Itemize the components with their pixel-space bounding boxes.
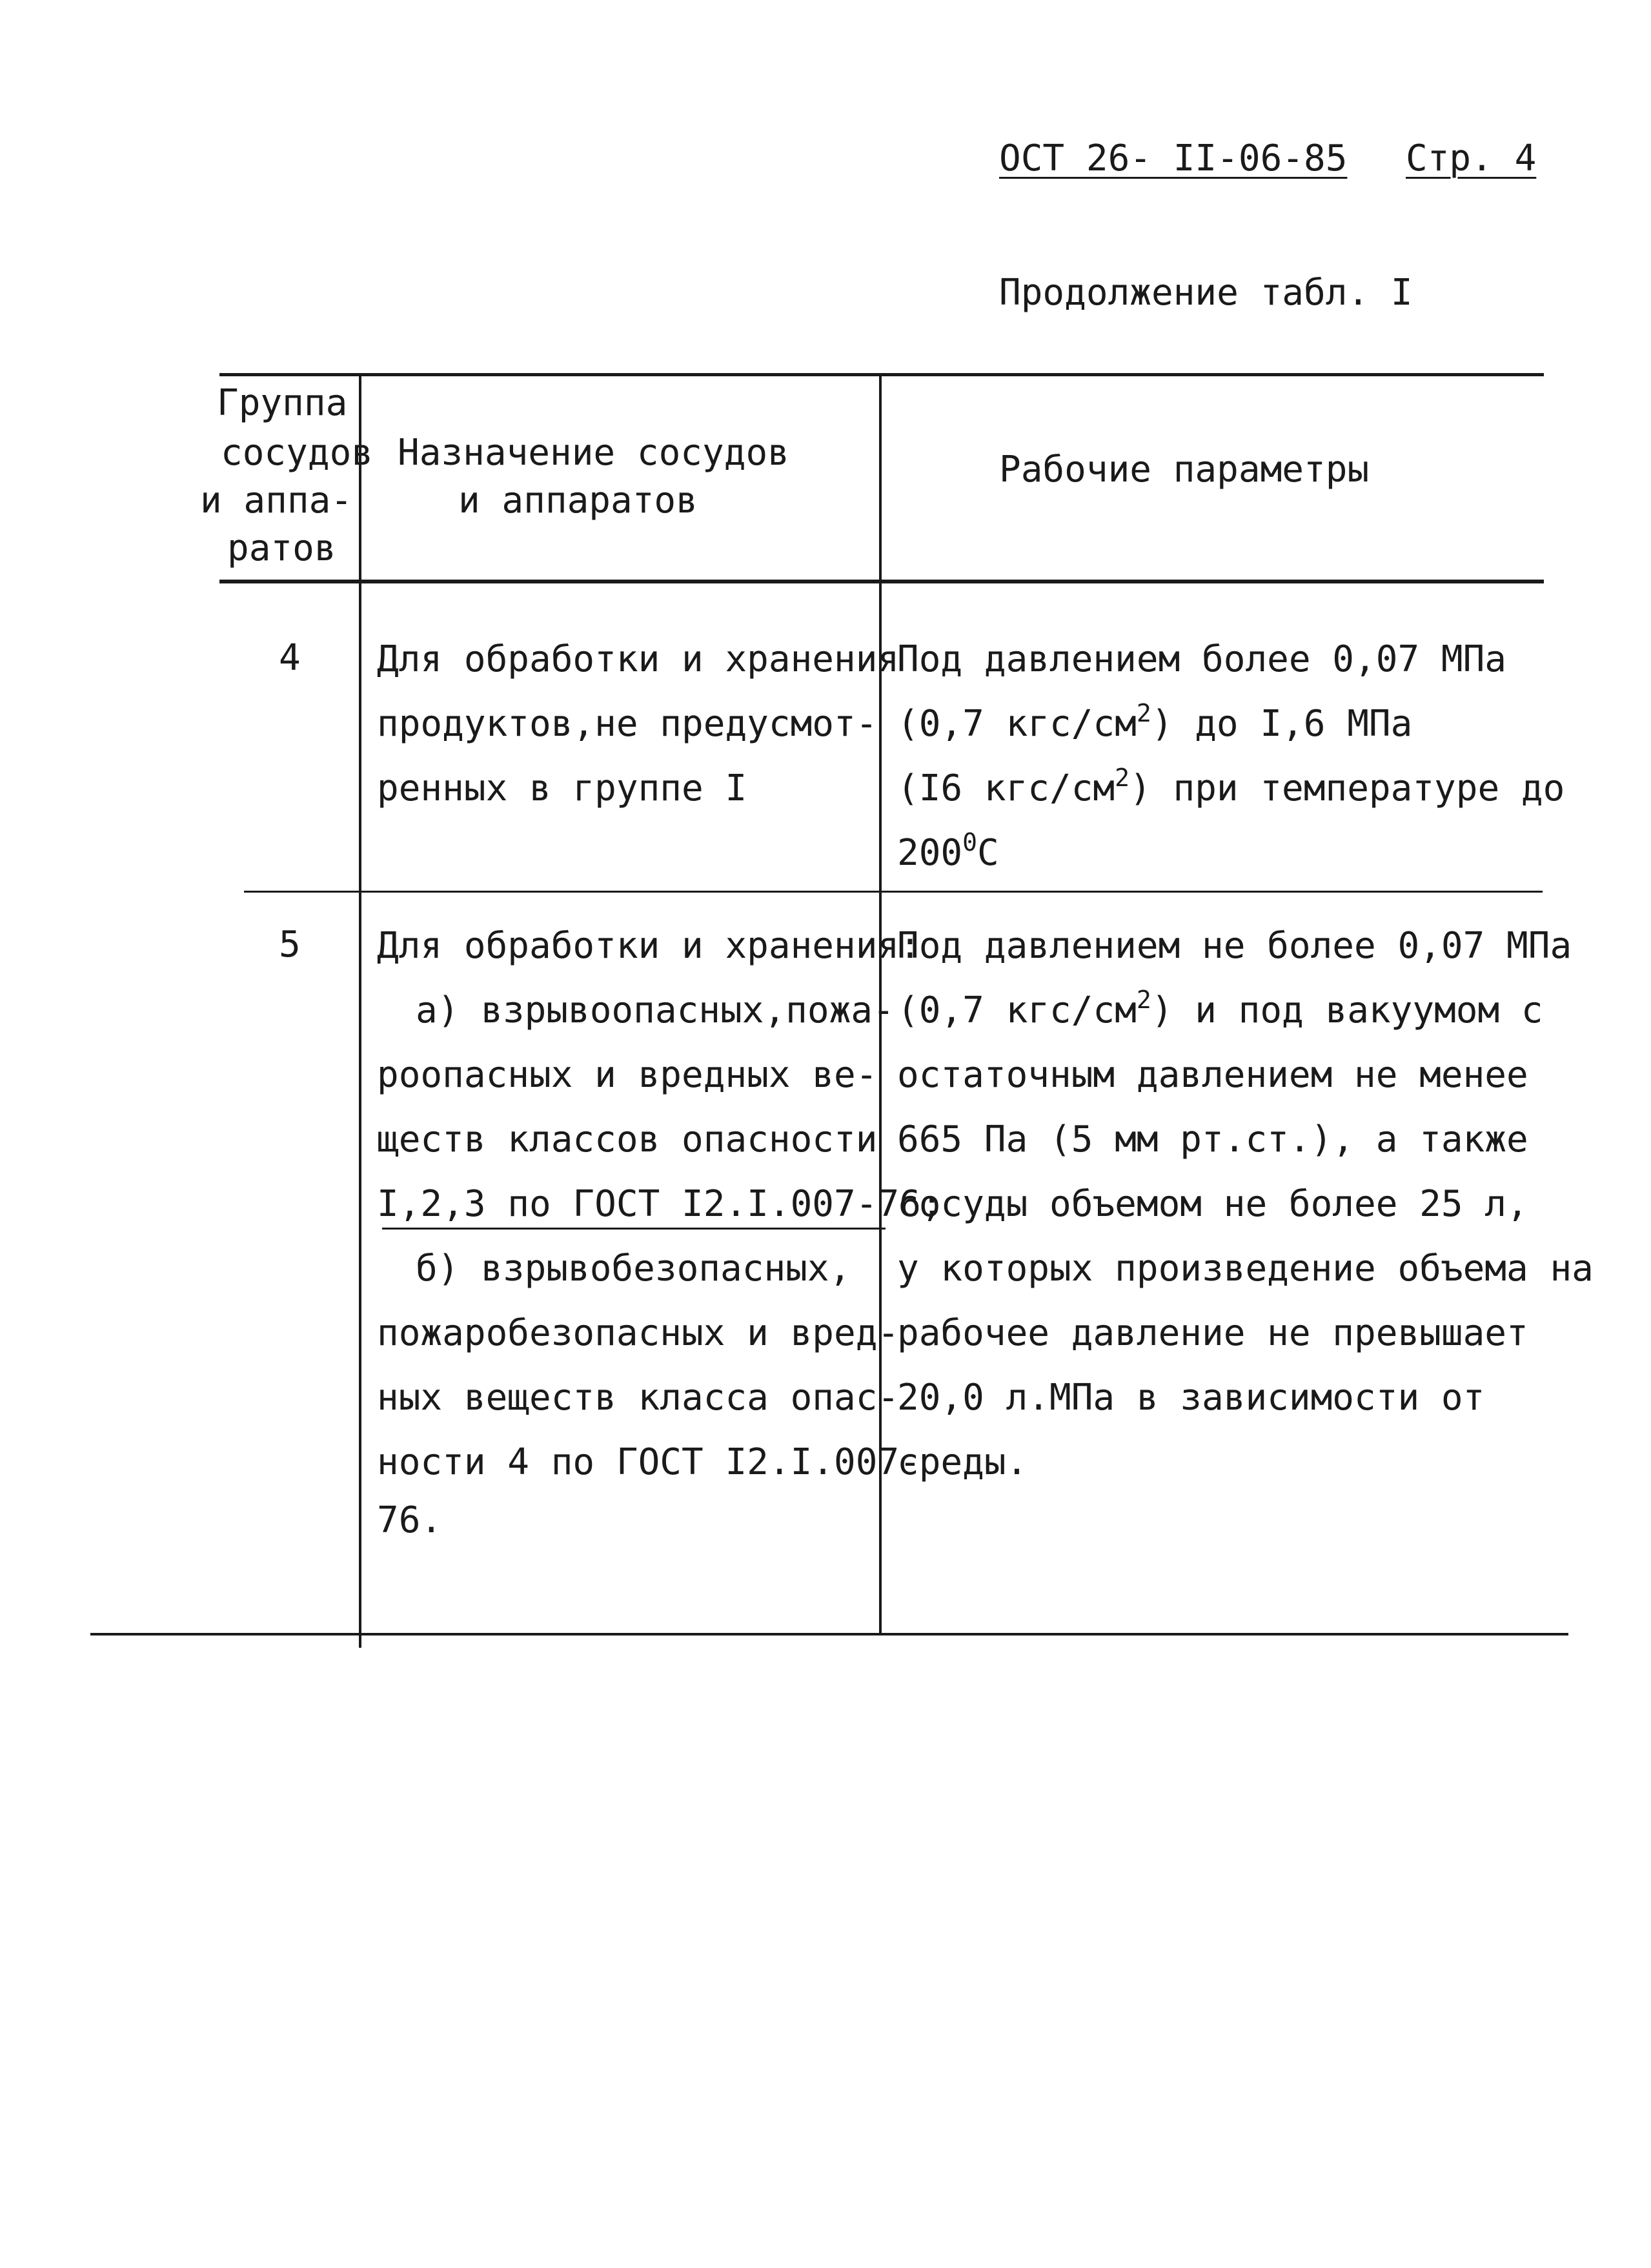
header-group-line-4: ратов	[227, 527, 336, 569]
row5-params-line-8: 20,0 л.МПа в зависимости от	[897, 1377, 1485, 1419]
row4-params-line-2: (0,7 кгс/$см^2$) до I,6 МПа	[897, 699, 1413, 745]
table-caption: Продолжение табл. I	[999, 272, 1413, 314]
row4-purpose-line-1: Для обработки и хранения	[377, 638, 900, 680]
column-divider-1	[359, 373, 361, 1648]
row5-params-line-3: остаточным давлением не менее	[897, 1054, 1528, 1096]
row-divider	[244, 891, 1543, 893]
header-group-line-2: сосудов	[221, 432, 374, 474]
row4-params-line-3: (I6 кгс/$см^2$) при температуре до	[897, 764, 1565, 809]
row5-purpose-b-line-1: б) взрывобезопасных,	[416, 1248, 851, 1290]
row4-params-line-1: Под давлением более 0,07 МПа	[897, 638, 1507, 680]
row5-purpose-line-4: ществ классов опасности	[377, 1119, 878, 1160]
row4-purpose-line-3: ренных в группе I	[377, 767, 747, 809]
row5-purpose-b-line-2: пожаробезопасных и вред-	[377, 1312, 900, 1354]
row5-purpose-line-3: роопасных и вредных ве-	[377, 1054, 878, 1096]
header-purpose-line-1: Назначение сосудов	[398, 432, 789, 474]
row5-params-line-9: среды.	[897, 1441, 1028, 1483]
row5-purpose-b-line-4: ности 4 по ГОСТ I2.I.007-	[377, 1441, 921, 1483]
table-top-rule	[219, 373, 1544, 376]
row5-params-line-7: рабочее давление не превышает	[897, 1312, 1528, 1354]
row4-params-line-4: $200^0С$	[897, 828, 999, 874]
header-params: Рабочие параметры	[999, 449, 1370, 491]
row5-group: 5	[279, 924, 301, 966]
row5-params-line-4: 665 Па (5 мм рт.ст.), а также	[897, 1119, 1528, 1160]
row5-purpose-b-line-5: 76.	[377, 1499, 443, 1541]
page-number: Стр. 4	[1406, 137, 1537, 179]
row5-purpose-line-1: Для обработки и хранения:	[377, 925, 921, 967]
header-purpose-line-2: и аппаратов	[458, 480, 698, 521]
row4-group: 4	[279, 637, 301, 679]
row5-purpose-line-5: I,2,3 по ГОСТ I2.I.007-76;	[377, 1183, 943, 1225]
row4-purpose-line-2: продуктов,не предусмот-	[377, 703, 878, 745]
row5-purpose-b-line-3: ных веществ класса опас-	[377, 1377, 900, 1419]
table-bottom-rule	[90, 1633, 1568, 1635]
row5-params-line-2: (0,7 кгс/$см^2$) и под вакуумом с	[897, 986, 1543, 1031]
row5-purpose-line-2: а) взрывоопасных,пожа-	[416, 989, 895, 1031]
header-group-line-1: Группа	[217, 382, 348, 424]
row5-params-line-6: у которых произведение объема на	[897, 1248, 1594, 1290]
header-bottom-rule	[219, 580, 1544, 583]
row5-params-line-1: Под давлением не более 0,07 МПа	[897, 925, 1572, 967]
row5-params-line-5: сосуды объемом не более 25 л,	[897, 1183, 1528, 1225]
header-group-line-3: и аппа-	[200, 480, 353, 521]
standard-number: ОСТ 26- II-06-85	[999, 137, 1348, 179]
